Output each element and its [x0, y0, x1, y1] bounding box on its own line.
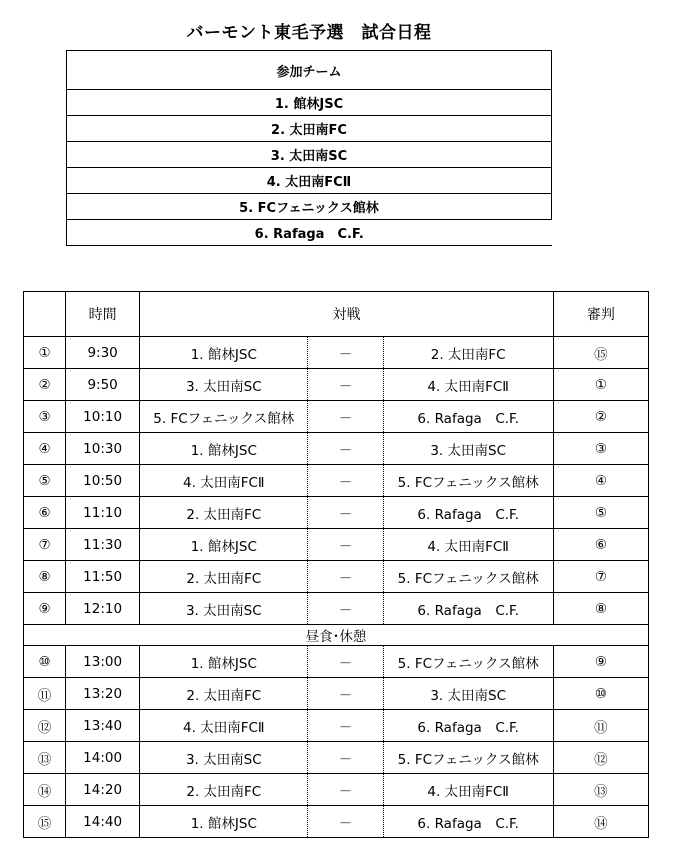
- match-time: 11:50: [66, 561, 140, 593]
- home-team: 1. 館林JSC: [140, 337, 308, 369]
- away-team: 6. Rafaga C.F.: [383, 401, 553, 433]
- versus-dash: －: [308, 465, 383, 497]
- match-time: 11:30: [66, 529, 140, 561]
- away-team: 5. FCフェニックス館林: [383, 561, 553, 593]
- referee-match: ⑮: [553, 337, 648, 369]
- versus-dash: －: [308, 561, 383, 593]
- versus-dash: －: [308, 710, 383, 742]
- match-time: 10:30: [66, 433, 140, 465]
- match-row: [24, 561, 649, 593]
- match-time: 9:30: [66, 337, 140, 369]
- referee-match: ⑤: [553, 497, 648, 529]
- home-team: 4. 太田南FCⅡ: [140, 710, 308, 742]
- away-team: 4. 太田南FCⅡ: [383, 369, 553, 401]
- away-team: 5. FCフェニックス館林: [383, 646, 553, 678]
- match-row: [24, 369, 649, 401]
- team-item: 3. 太田南SC: [67, 142, 552, 168]
- versus-dash: －: [308, 742, 383, 774]
- match-row: [24, 401, 649, 433]
- home-team: 3. 太田南SC: [140, 742, 308, 774]
- match-number: ①: [24, 337, 66, 369]
- home-team: 5. FCフェニックス館林: [140, 401, 308, 433]
- match-number: ②: [24, 369, 66, 401]
- referee-match: ⑫: [553, 742, 648, 774]
- versus-dash: －: [308, 593, 383, 625]
- break-row: [24, 625, 649, 646]
- home-team: 1. 館林JSC: [140, 806, 308, 838]
- home-team: 3. 太田南SC: [140, 369, 308, 401]
- versus-dash: －: [308, 774, 383, 806]
- match-number: ⑪: [24, 678, 66, 710]
- header-num: [24, 292, 66, 337]
- match-number: ④: [24, 433, 66, 465]
- match-number: ⑥: [24, 497, 66, 529]
- home-team: 3. 太田南SC: [140, 593, 308, 625]
- versus-dash: －: [308, 806, 383, 838]
- referee-match: ①: [553, 369, 648, 401]
- header-referee: 審判: [553, 292, 648, 337]
- away-team: 5. FCフェニックス館林: [383, 742, 553, 774]
- away-team: 2. 太田南FC: [383, 337, 553, 369]
- participating-teams-table: [66, 50, 552, 246]
- team-item: 1. 館林JSC: [67, 90, 552, 116]
- home-team: 2. 太田南FC: [140, 497, 308, 529]
- match-time: 9:50: [66, 369, 140, 401]
- schedule-header-row: [24, 292, 649, 337]
- away-team: 4. 太田南FCⅡ: [383, 774, 553, 806]
- match-row: [24, 678, 649, 710]
- match-number: ⑤: [24, 465, 66, 497]
- match-row: [24, 529, 649, 561]
- home-team: 1. 館林JSC: [140, 433, 308, 465]
- away-team: 4. 太田南FCⅡ: [383, 529, 553, 561]
- match-row: [24, 337, 649, 369]
- referee-match: ③: [553, 433, 648, 465]
- versus-dash: －: [308, 433, 383, 465]
- home-team: 1. 館林JSC: [140, 529, 308, 561]
- header-time: 時間: [66, 292, 140, 337]
- home-team: 2. 太田南FC: [140, 774, 308, 806]
- versus-dash: －: [308, 497, 383, 529]
- match-time: 14:20: [66, 774, 140, 806]
- versus-dash: －: [308, 401, 383, 433]
- referee-match: ⑨: [553, 646, 648, 678]
- referee-match: ⑬: [553, 774, 648, 806]
- page-title: バーモント東毛予選 試合日程: [186, 23, 432, 43]
- teams-header: 参加チーム: [67, 51, 552, 90]
- match-time: 10:10: [66, 401, 140, 433]
- match-number: ⑩: [24, 646, 66, 678]
- match-number: ⑧: [24, 561, 66, 593]
- referee-match: ⑭: [553, 806, 648, 838]
- break-label: 昼食･休憩: [24, 625, 649, 646]
- referee-match: ⑧: [553, 593, 648, 625]
- match-number: ⑮: [24, 806, 66, 838]
- match-number: ⑨: [24, 593, 66, 625]
- match-time: 14:00: [66, 742, 140, 774]
- home-team: 1. 館林JSC: [140, 646, 308, 678]
- match-time: 12:10: [66, 593, 140, 625]
- referee-match: ⑪: [553, 710, 648, 742]
- versus-dash: －: [308, 337, 383, 369]
- team-item: 6. Rafaga C.F.: [67, 220, 552, 246]
- versus-dash: －: [308, 646, 383, 678]
- home-team: 2. 太田南FC: [140, 561, 308, 593]
- referee-match: ④: [553, 465, 648, 497]
- away-team: 6. Rafaga C.F.: [383, 497, 553, 529]
- match-time: 13:20: [66, 678, 140, 710]
- referee-match: ⑥: [553, 529, 648, 561]
- match-number: ⑭: [24, 774, 66, 806]
- match-schedule-table: [23, 291, 649, 838]
- match-number: ⑫: [24, 710, 66, 742]
- home-team: 2. 太田南FC: [140, 678, 308, 710]
- away-team: 6. Rafaga C.F.: [383, 806, 553, 838]
- home-team: 4. 太田南FCⅡ: [140, 465, 308, 497]
- away-team: 3. 太田南SC: [383, 678, 553, 710]
- match-row: [24, 433, 649, 465]
- versus-dash: －: [308, 678, 383, 710]
- referee-match: ⑩: [553, 678, 648, 710]
- match-row: [24, 497, 649, 529]
- away-team: 3. 太田南SC: [383, 433, 553, 465]
- away-team: 5. FCフェニックス館林: [383, 465, 553, 497]
- match-time: 11:10: [66, 497, 140, 529]
- match-time: 13:40: [66, 710, 140, 742]
- referee-match: ②: [553, 401, 648, 433]
- referee-match: ⑦: [553, 561, 648, 593]
- match-row: [24, 710, 649, 742]
- versus-dash: －: [308, 529, 383, 561]
- match-time: 14:40: [66, 806, 140, 838]
- match-row: [24, 593, 649, 625]
- team-item: 5. FCフェニックス館林: [67, 194, 552, 220]
- match-number: ⑬: [24, 742, 66, 774]
- match-row: [24, 465, 649, 497]
- away-team: 6. Rafaga C.F.: [383, 593, 553, 625]
- header-match: 対戦: [140, 292, 554, 337]
- match-number: ⑦: [24, 529, 66, 561]
- versus-dash: －: [308, 369, 383, 401]
- match-row: [24, 742, 649, 774]
- match-time: 13:00: [66, 646, 140, 678]
- match-time: 10:50: [66, 465, 140, 497]
- match-row: [24, 646, 649, 678]
- match-number: ③: [24, 401, 66, 433]
- team-item: 4. 太田南FCⅡ: [67, 168, 552, 194]
- match-row: [24, 806, 649, 838]
- team-item: 2. 太田南FC: [67, 116, 552, 142]
- match-row: [24, 774, 649, 806]
- away-team: 6. Rafaga C.F.: [383, 710, 553, 742]
